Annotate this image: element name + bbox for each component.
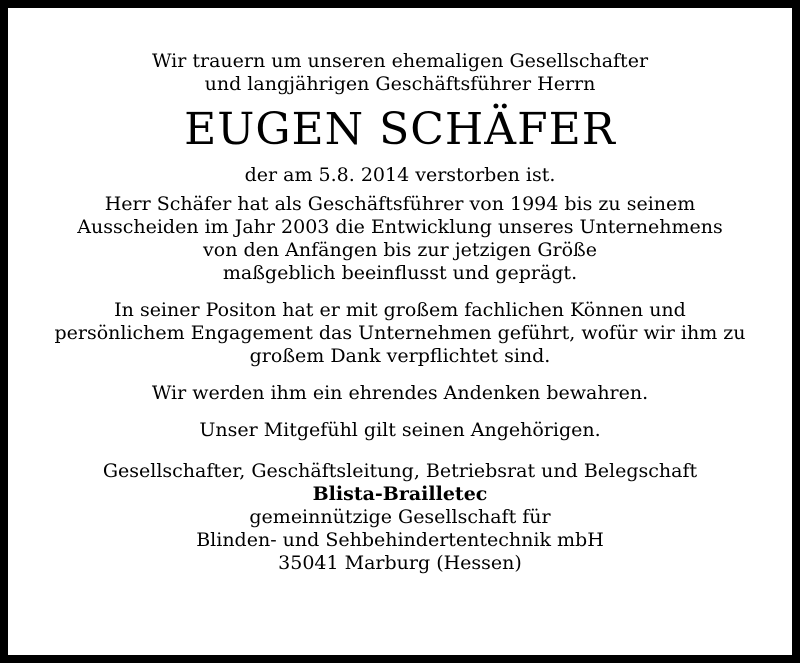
- gratitude-block: [16, 299, 784, 368]
- signature-block: [16, 460, 784, 575]
- death-date-line: der am 5.8. 2014 verstorben ist.: [244, 164, 556, 186]
- signature-group-line: Gesellschafter, Geschäftsleitung, Betriebsrat und Belegschaft: [102, 460, 698, 482]
- intro-line-2: und langjährigen Geschäftsführer Herrn: [204, 73, 596, 95]
- gratitude-line-3: großem Dank verpflichtet sind.: [249, 345, 551, 367]
- company-name: Blista-Brailletec: [312, 483, 488, 505]
- gratitude-line-2: persönlichem Engagement das Unternehmen geführt, wofür wir ihm zu: [54, 322, 746, 344]
- career-block: [16, 193, 784, 285]
- sympathy-line: Unser Mitgefühl gilt seinen Angehörigen.: [199, 419, 601, 441]
- sympathy-block: [16, 419, 784, 442]
- memory-line: Wir werden ihm ein ehrendes Andenken bewahren.: [151, 382, 649, 404]
- obituary-content: [16, 8, 784, 575]
- company-address-line: 35041 Marburg (Hessen): [278, 552, 522, 574]
- memory-block: [16, 382, 784, 405]
- career-line-3: von den Anfängen bis zur jetzigen Größe: [203, 239, 597, 261]
- career-line-1: Herr Schäfer hat als Geschäftsführer von 1994 bis zu seinem: [104, 193, 696, 215]
- intro-block: [16, 50, 784, 96]
- career-line-2: Ausscheiden im Jahr 2003 die Entwicklung unseres Unternehmens: [77, 216, 723, 238]
- career-line-4: maßgeblich beeinflusst und geprägt.: [222, 262, 578, 284]
- gratitude-line-1: In seiner Positon hat er mit großem fachlichen Können und: [114, 299, 686, 321]
- deceased-name: EUGEN SCHÄFER: [184, 104, 616, 155]
- intro-line-1: Wir trauern um unseren ehemaligen Gesellschafter: [151, 50, 649, 72]
- company-line-1: gemeinnützige Gesellschaft für: [249, 506, 551, 528]
- company-line-2: Blinden- und Sehbehindertentechnik mbH: [196, 529, 604, 551]
